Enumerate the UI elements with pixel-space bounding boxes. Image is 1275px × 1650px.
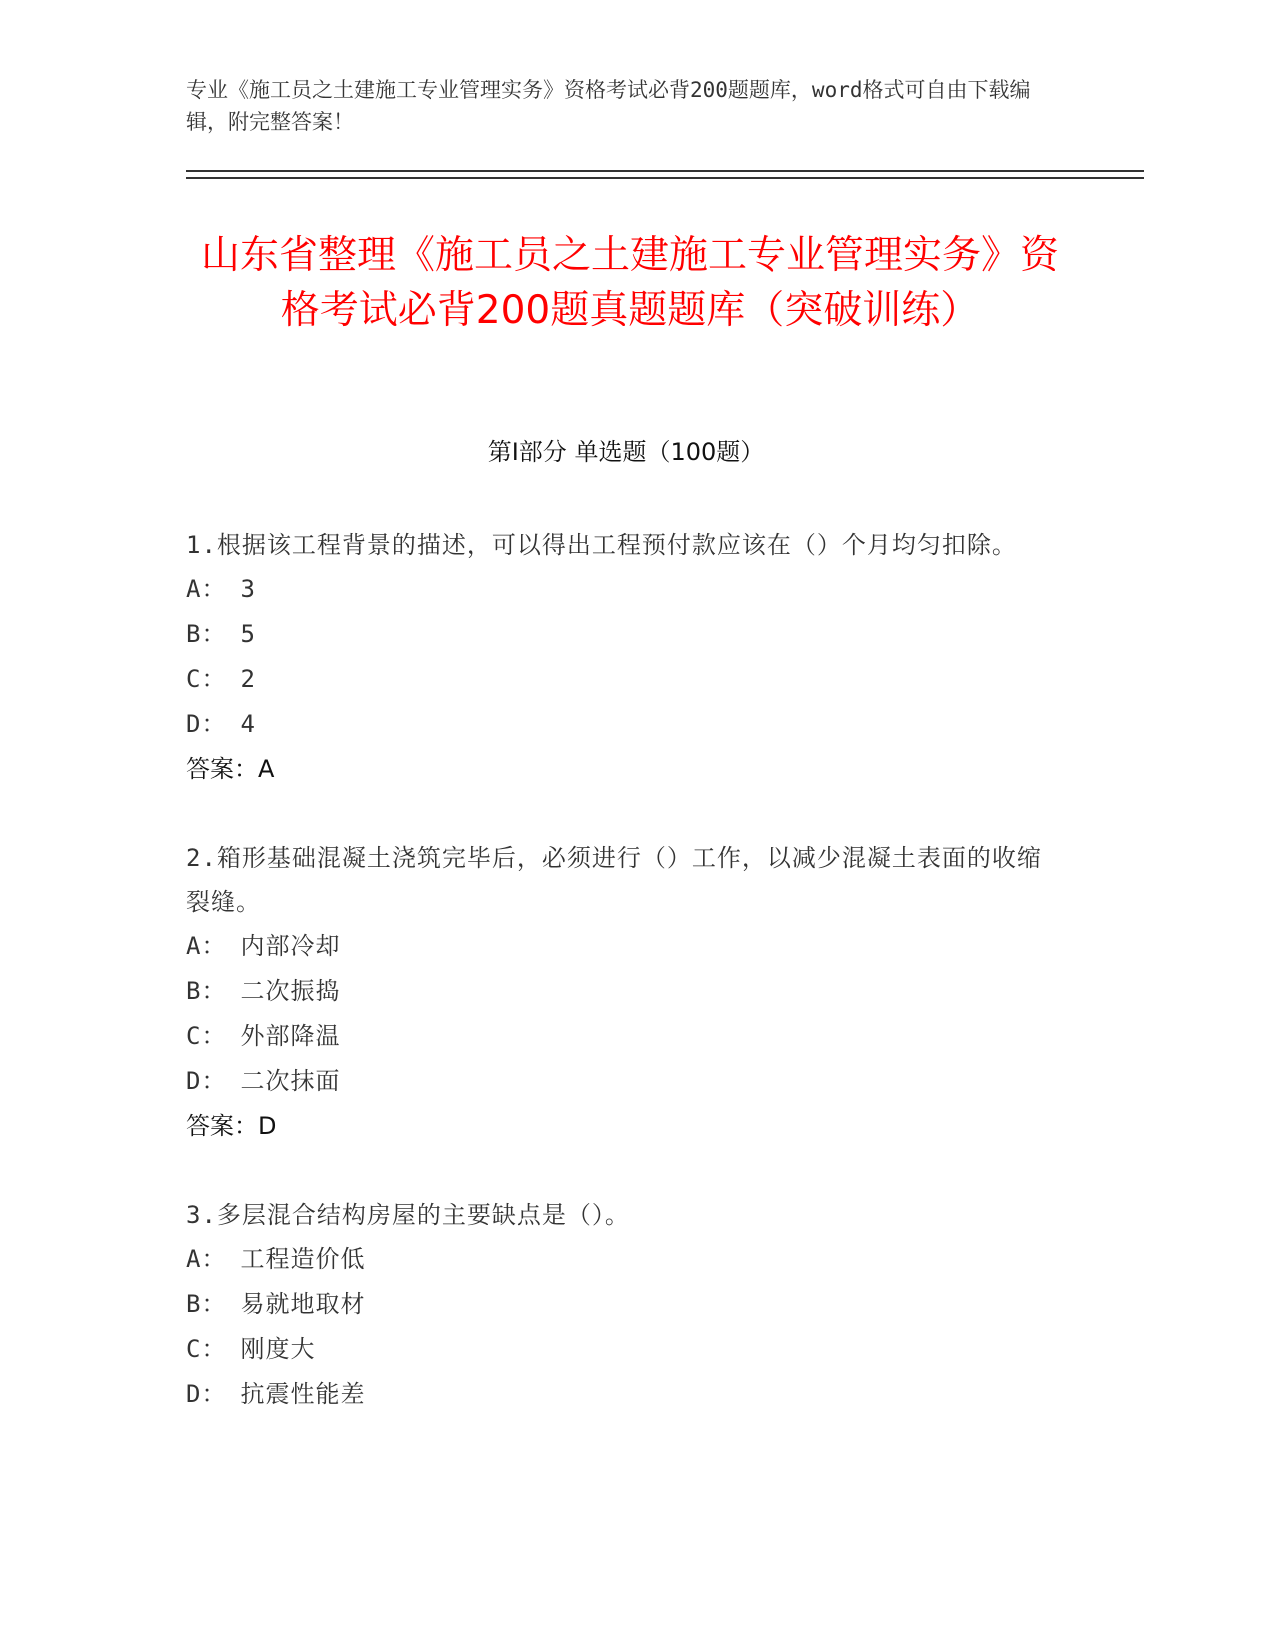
question-3	[186, 1193, 1066, 1417]
option-b	[186, 612, 1066, 657]
option-d	[186, 1059, 1066, 1104]
option-letter: D：	[186, 1067, 227, 1095]
option-d	[186, 1372, 1066, 1417]
option-text: 5	[240, 620, 256, 648]
option-text: 3	[240, 575, 256, 603]
option-b	[186, 1282, 1066, 1327]
question-2	[186, 836, 1066, 1149]
option-c	[186, 1327, 1066, 1372]
option-a	[186, 1237, 1066, 1282]
option-text: 4	[240, 710, 256, 738]
option-d	[186, 702, 1066, 747]
option-c	[186, 1014, 1066, 1059]
option-text: 外部降温	[240, 1022, 341, 1050]
option-c	[186, 657, 1066, 702]
option-letter: A：	[186, 575, 227, 603]
option-b	[186, 969, 1066, 1014]
option-letter: D：	[186, 1380, 227, 1408]
option-text: 刚度大	[240, 1335, 316, 1363]
answer: 答案：A	[186, 755, 275, 783]
option-text: 工程造价低	[240, 1245, 366, 1273]
option-a	[186, 924, 1066, 969]
option-letter: D：	[186, 710, 227, 738]
option-text: 内部冷却	[240, 932, 341, 960]
option-letter: B：	[186, 977, 227, 1005]
header-divider-bottom	[186, 177, 1144, 179]
option-a	[186, 567, 1066, 612]
option-letter: A：	[186, 932, 227, 960]
header-divider-top	[186, 170, 1144, 172]
option-text: 二次振捣	[240, 977, 341, 1005]
option-letter: C：	[186, 1022, 227, 1050]
option-letter: B：	[186, 1290, 227, 1318]
question-stem: 1.根据该工程背景的描述，可以得出工程预付款应该在（）个月均匀扣除。	[186, 531, 1017, 559]
option-letter: C：	[186, 665, 227, 693]
header-note: 专业《施工员之土建施工专业管理实务》资格考试必背200题题库，word格式可自由下载编辑，附完整答案！	[186, 78, 1031, 134]
section-title: 第Ⅰ部分 单选题（100题）	[487, 438, 765, 466]
question-1	[186, 523, 1066, 792]
question-stem: 3.多层混合结构房屋的主要缺点是（）。	[186, 1201, 630, 1229]
answer: 答案：D	[186, 1112, 277, 1140]
option-text: 二次抹面	[240, 1067, 341, 1095]
document-title: 山东省整理《施工员之土建施工专业管理实务》资格考试必背200题真题题库（突破训练）	[200, 233, 1059, 333]
option-text: 2	[240, 665, 256, 693]
question-list	[186, 523, 1066, 1461]
option-letter: C：	[186, 1335, 227, 1363]
option-letter: A：	[186, 1245, 227, 1273]
option-letter: B：	[186, 620, 227, 648]
option-text: 易就地取材	[240, 1290, 366, 1318]
option-text: 抗震性能差	[240, 1380, 366, 1408]
question-stem: 2.箱形基础混凝土浇筑完毕后，必须进行（）工作，以减少混凝土表面的收缩裂缝。	[186, 844, 1042, 916]
